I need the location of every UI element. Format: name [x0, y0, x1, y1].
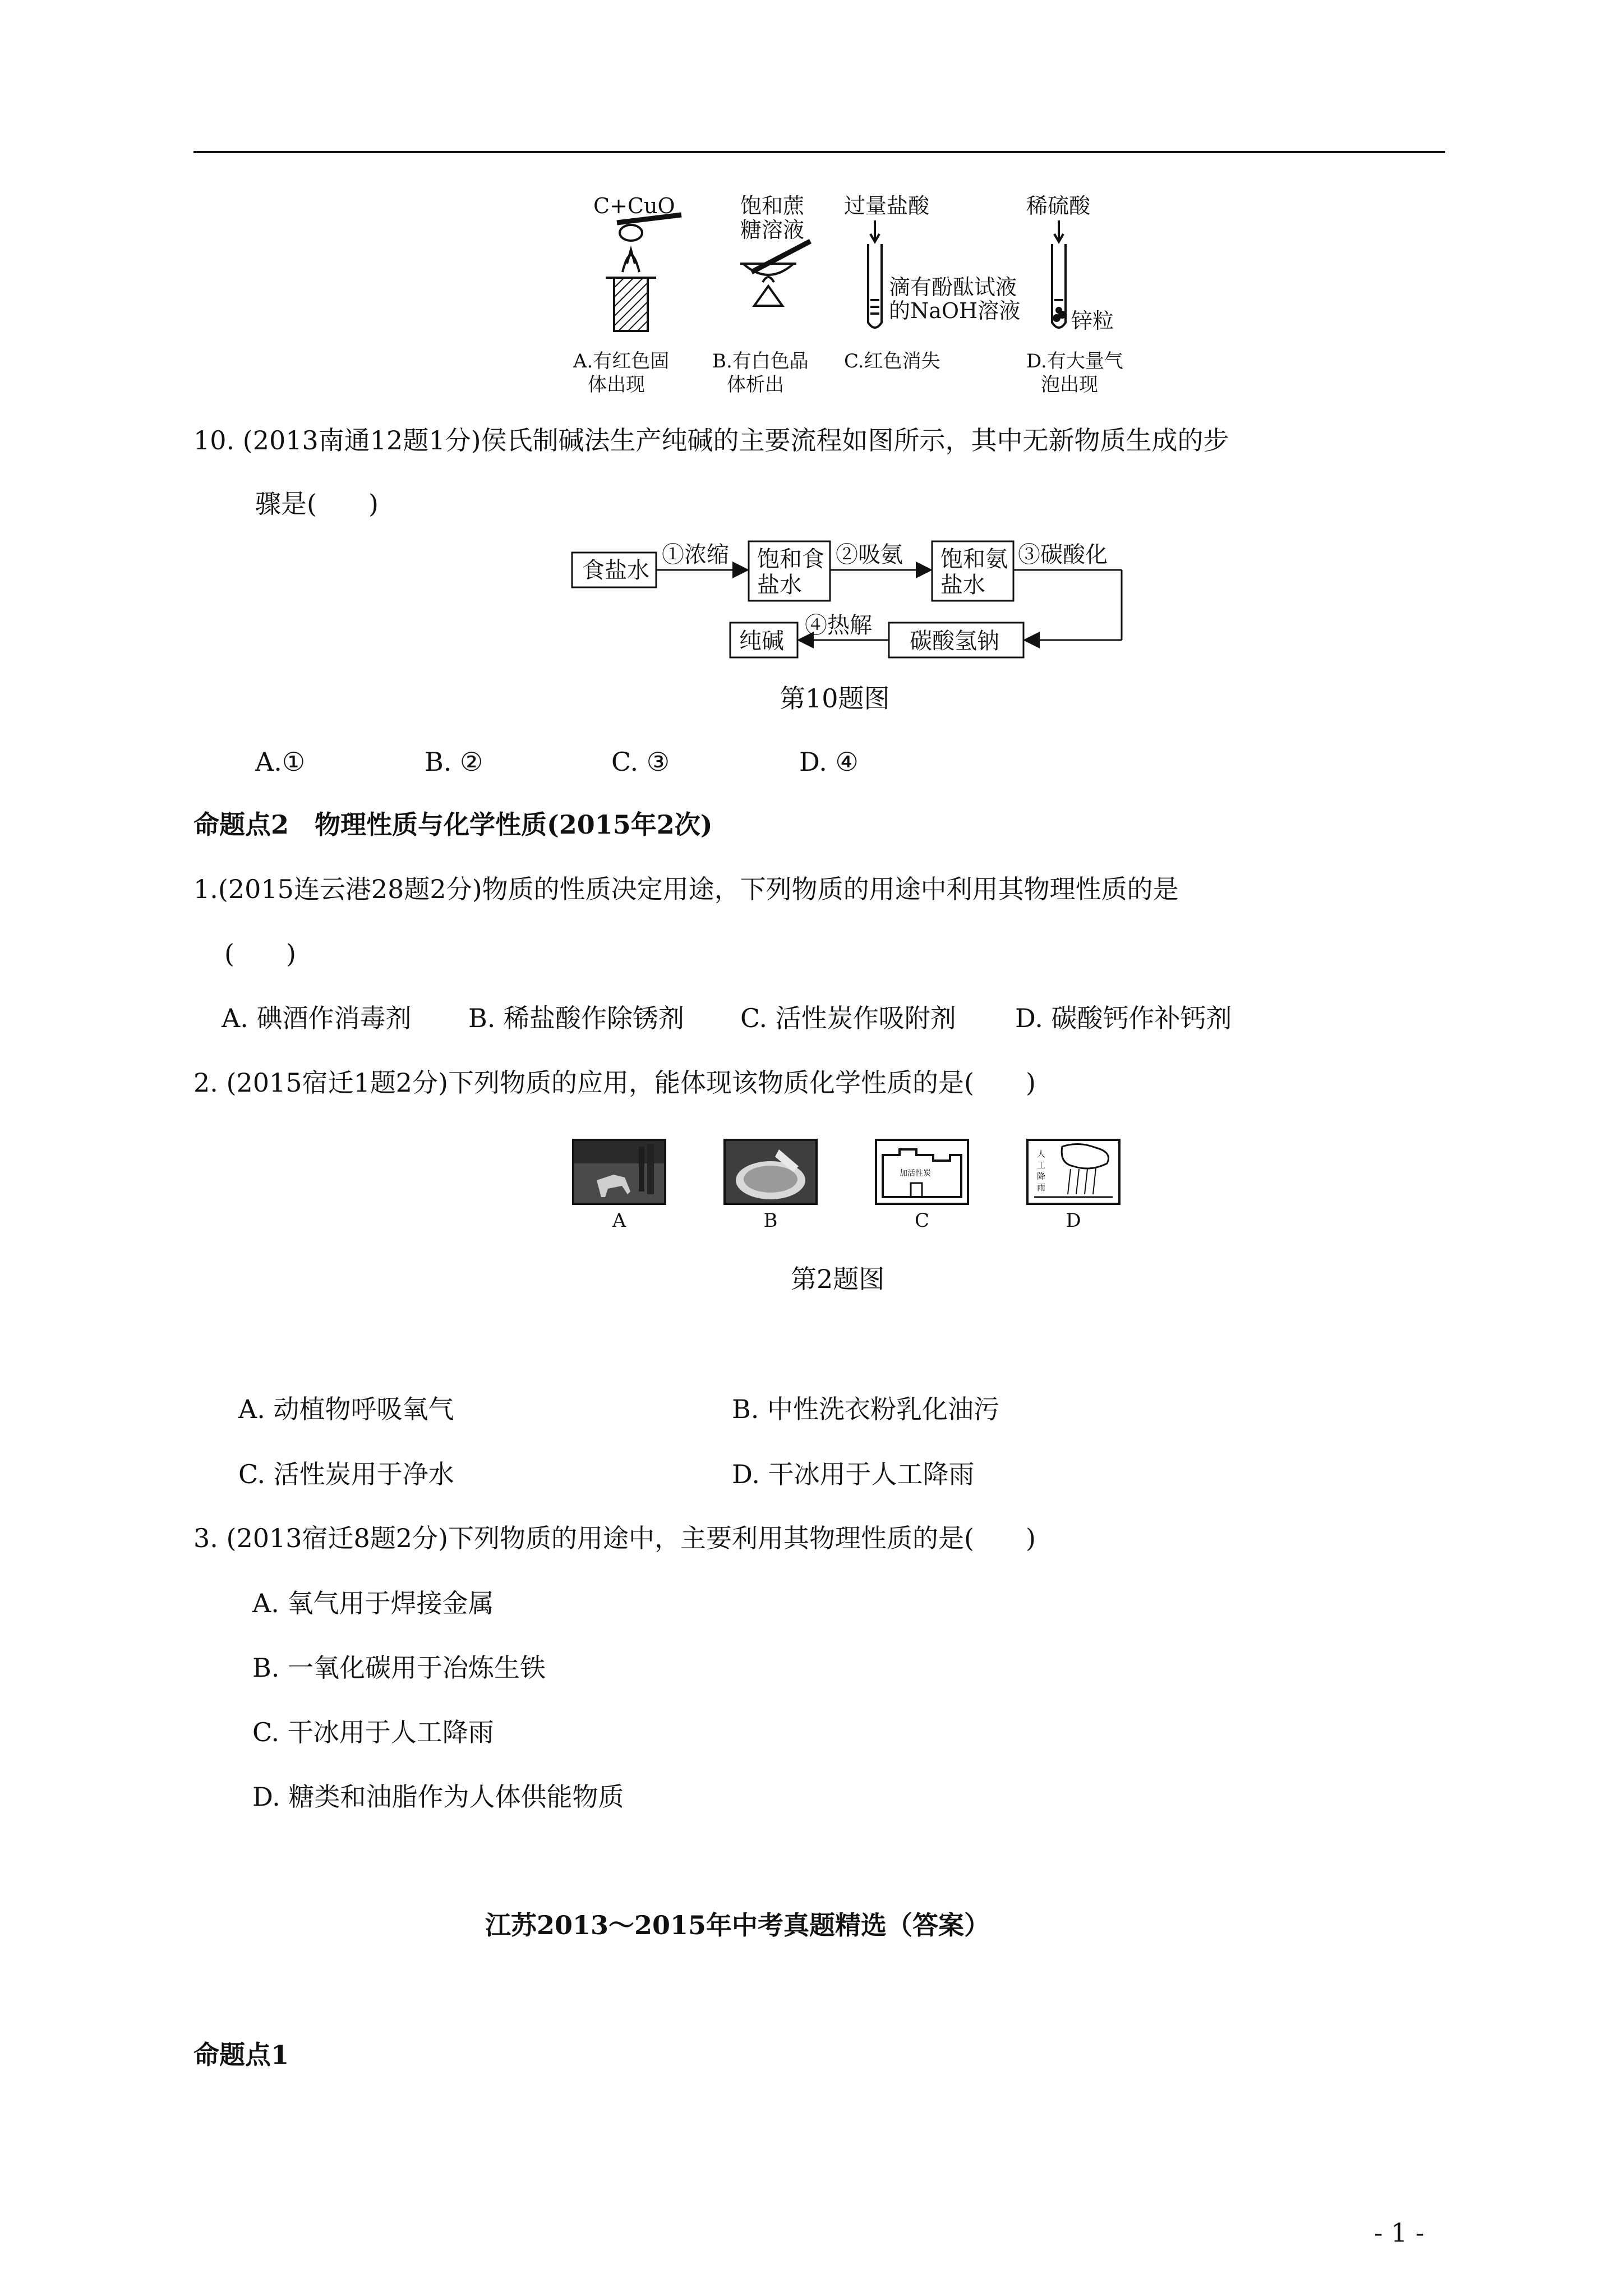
label-c-cuo: C+CuO	[593, 194, 675, 218]
apparatus-a	[606, 215, 681, 331]
label-hcl: 过量盐酸	[844, 194, 930, 218]
caption-a-1: A.有红色固	[573, 350, 670, 372]
flow-label-ammoniated-2: 盐水	[940, 572, 985, 598]
photo-d-rainmaking	[1026, 1139, 1121, 1205]
photo-a-animals	[572, 1139, 666, 1205]
label-sugar-1: 饱和蔗	[740, 194, 805, 218]
question-10-option-c: C. ③	[611, 747, 670, 777]
flow-label-ammoniated-1: 饱和氨	[940, 546, 1008, 572]
flow-step-3: ③碳酸化	[1018, 542, 1108, 568]
caption-a-2: 体出现	[588, 374, 645, 396]
photo-d-text-4: 雨	[1037, 1182, 1046, 1193]
question-3-option-b: B. 一氧化碳用于冶炼生铁	[252, 1653, 546, 1683]
flow-label-saturated-1: 饱和食	[757, 546, 824, 572]
photo-label-a: A	[612, 1209, 626, 1232]
question-1-option-c: C. 活性炭作吸附剂	[740, 1003, 956, 1033]
label-phenolphthalein: 滴有酚酞试液	[889, 275, 1017, 300]
section-heading-2: 命题点2 物理性质与化学性质(2015年2次)	[193, 809, 713, 840]
question-1-option-b: B. 稀盐酸作除锈剂	[468, 1003, 685, 1033]
question-3-option-c: C. 干冰用于人工降雨	[252, 1717, 494, 1747]
question-2-option-d: D. 干冰用于人工降雨	[732, 1459, 975, 1489]
photo-label-b: B	[763, 1209, 778, 1232]
question-2-option-c: C. 活性炭用于净水	[238, 1459, 454, 1489]
label-zinc: 锌粒	[1071, 309, 1114, 333]
process-flow-diagram	[566, 539, 1144, 668]
photo-d-text-3: 降	[1037, 1171, 1046, 1181]
caption-c-1: C.红色消失	[844, 350, 940, 372]
question-10-option-b: B. ②	[425, 747, 483, 777]
question-10-stem-line1: 10. (2013南通12题1分)侯氏制碱法生产纯碱的主要流程如图所示，其中无新物质生成的步	[193, 425, 1229, 455]
photo-c-water-filter	[875, 1139, 969, 1205]
question-2-figure-caption: 第2题图	[791, 1264, 885, 1294]
question-1-option-a: A. 碘酒作消毒剂	[222, 1003, 412, 1033]
header-rule	[193, 151, 1445, 153]
question-1-option-d: D. 碳酸钙作补钙剂	[1015, 1003, 1232, 1033]
question-1-stem-line2: ( )	[224, 938, 296, 969]
question-2-option-a: A. 动植物呼吸氧气	[238, 1394, 454, 1424]
question-1-stem-line1: 1.(2015连云港28题2分)物质的性质决定用途，下列物质的用途中利用其物理性质的是	[193, 874, 1179, 904]
question-3-option-a: A. 氧气用于焊接金属	[252, 1588, 494, 1618]
question-2-stem: 2. (2015宿迁1题2分)下列物质的应用，能体现该物质化学性质的是( )	[193, 1068, 1036, 1098]
flow-label-soda-ash: 纯碱	[739, 628, 784, 654]
photo-label-c: C	[914, 1209, 929, 1232]
photo-d-text-1: 人	[1037, 1149, 1046, 1159]
flow-step-4: ④热解	[805, 613, 872, 638]
question-3-stem: 3. (2013宿迁8题2分)下列物质的用途中，主要利用其物理性质的是( )	[193, 1523, 1036, 1553]
page-number: - 1 -	[1374, 2217, 1424, 2248]
question-10-option-a: A.①	[255, 747, 306, 777]
photo-c-text: 加活性炭	[900, 1169, 931, 1178]
label-sugar-2: 糖溶液	[740, 218, 805, 242]
question-3-option-d: D. 糖类和油脂作为人体供能物质	[252, 1782, 624, 1812]
apparatus-d	[1052, 220, 1066, 328]
photo-label-d: D	[1066, 1209, 1081, 1232]
caption-d-1: D.有大量气	[1026, 350, 1123, 372]
photo-b-laundry	[723, 1139, 818, 1205]
flow-step-2: ②吸氨	[836, 542, 903, 568]
answers-section-1: 命题点1	[193, 2040, 289, 2070]
answers-title: 江苏2013～2015年中考真题精选（答案）	[485, 1910, 990, 1940]
photo-d-text-2: 工	[1037, 1160, 1046, 1170]
caption-b-1: B.有白色晶	[712, 350, 809, 372]
flow-label-brine: 食盐水	[582, 558, 649, 583]
caption-d-2: 泡出现	[1041, 374, 1098, 396]
apparatus-c	[868, 220, 882, 328]
label-naoh: 的NaOH溶液	[889, 298, 1021, 323]
apparatus-b	[740, 241, 810, 306]
label-h2so4: 稀硫酸	[1026, 194, 1091, 218]
flow-label-saturated-2: 盐水	[757, 572, 802, 598]
question-2-option-b: B. 中性洗衣粉乳化油污	[732, 1394, 1000, 1424]
flow-label-bicarbonate: 碳酸氢钠	[910, 628, 999, 654]
question-10-stem-line2: 骤是( )	[255, 489, 379, 519]
caption-b-2: 体析出	[727, 374, 784, 396]
apparatus-figure	[561, 188, 1150, 412]
question-10-figure-caption: 第10题图	[780, 683, 890, 714]
flow-step-1: ①浓缩	[662, 542, 729, 568]
question-10-option-d: D. ④	[799, 747, 859, 777]
